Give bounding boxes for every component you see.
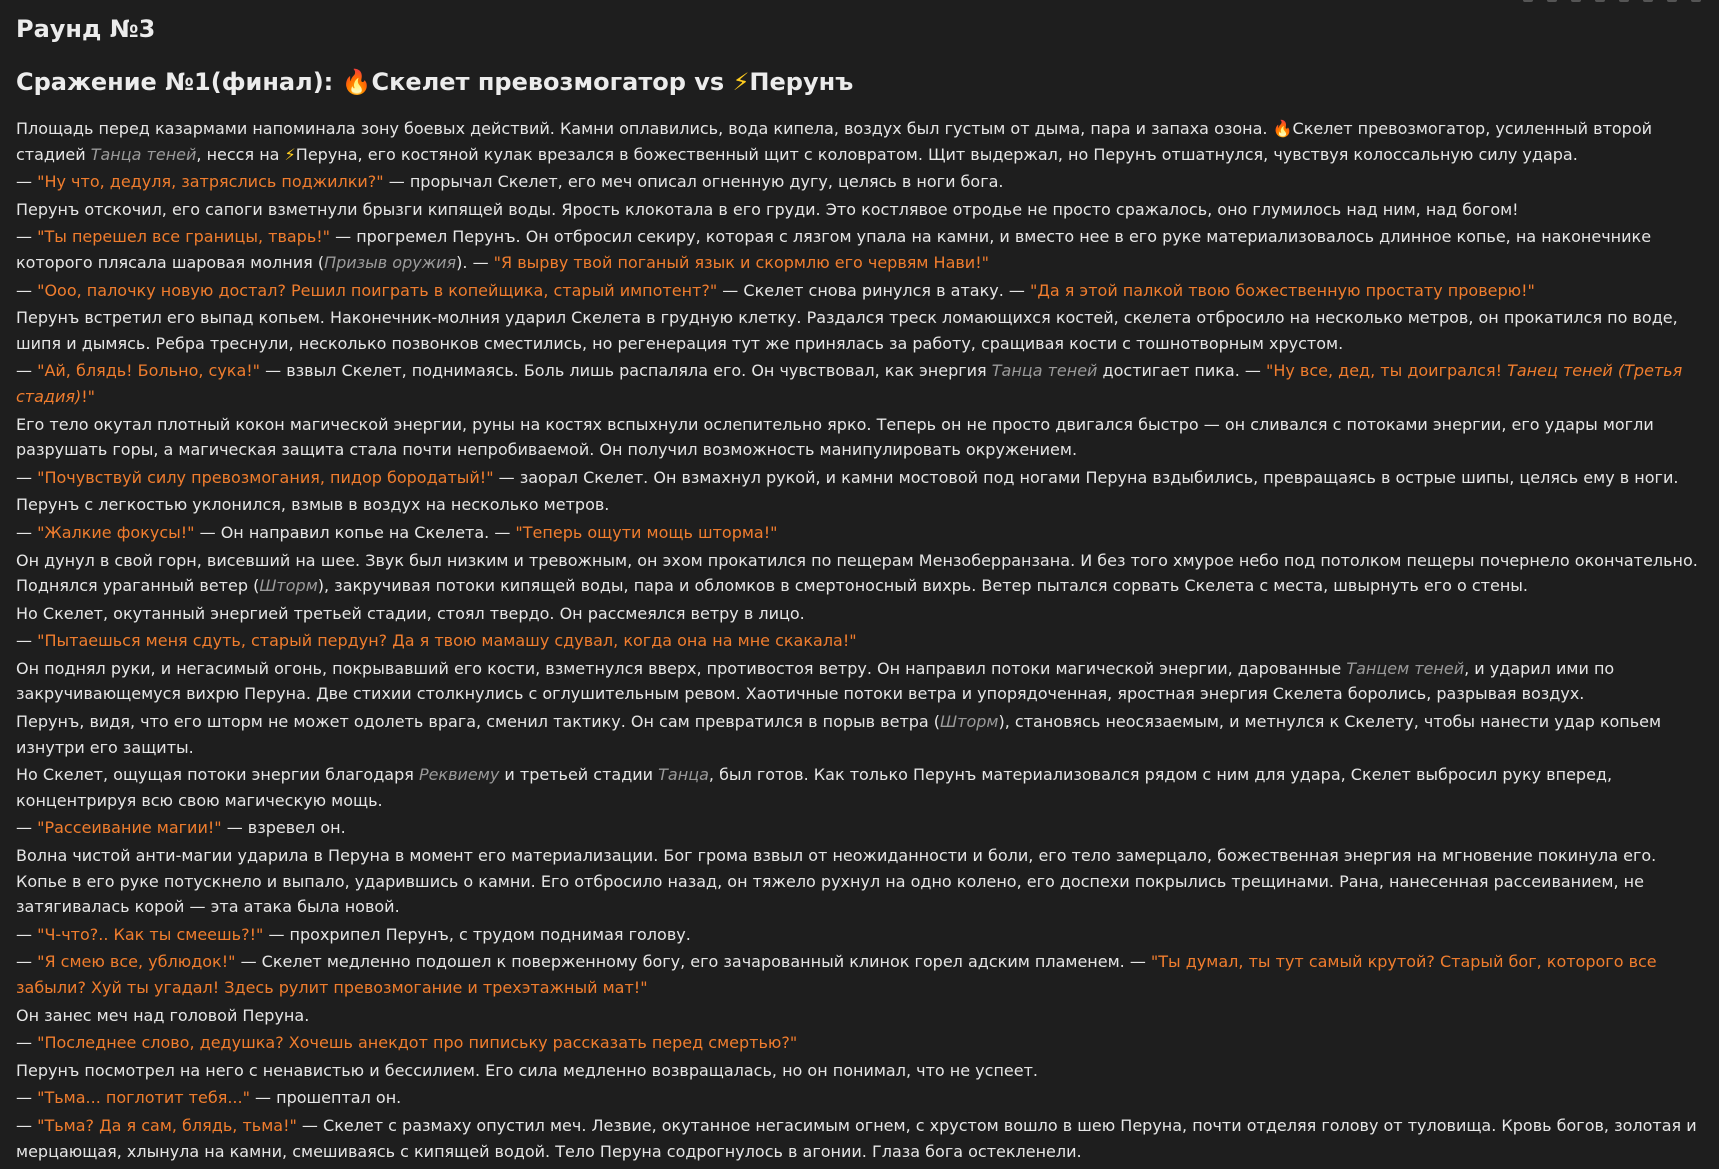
narration-text: — [16, 172, 38, 192]
story-paragraph [16, 843, 1706, 920]
story-paragraph [16, 762, 1706, 813]
narration-text: — взвыл Скелет, поднимаясь. Боль лишь распаляла его. Он чувствовал, как энергия [260, 361, 992, 381]
narration-text: Но Скелет, ощущая потоки энергии благодаря [16, 765, 419, 785]
emphasis-term: Шторм [259, 576, 318, 596]
battle-title [16, 66, 1706, 98]
dialogue-quote: "Да я этой палкой твою божественную простату проверю!" [1029, 280, 1535, 300]
story-paragraph [16, 628, 1706, 654]
dialogue-quote: "Ну все, дед, ты доигрался! [1265, 361, 1508, 381]
dialogue-quote: "Рассеивание магии!" [37, 818, 222, 838]
toolbar-icon[interactable] [1691, 0, 1701, 2]
toolbar-icon[interactable] [1595, 0, 1605, 2]
narration-text: — Он направил копье на Скелета. — [194, 522, 516, 542]
story-paragraph [16, 949, 1706, 1000]
story-paragraph [16, 412, 1706, 463]
emphasis-term: Танцем теней [1346, 658, 1465, 678]
narration-text: Перунъ посмотрел на него с ненавистью и бессилием. Его сила медленно возвращалась, но он понимал, что не успеет. [16, 1060, 1038, 1080]
toolbar-icon[interactable] [1619, 0, 1629, 2]
narration-text: — прохрипел Перунъ, с трудом поднимая голову. [263, 924, 691, 944]
narration-text: — [16, 924, 38, 944]
story-text [16, 116, 1706, 1164]
narration-text: Скелет превозмогатор, усиленный второй стадией [16, 119, 1653, 164]
story-paragraph [16, 922, 1706, 948]
emphasis-quote: Танец теней (Третья стадия) [16, 361, 1683, 406]
story-paragraph [16, 1085, 1706, 1111]
narration-text: и третьей стадии [499, 765, 659, 785]
fighter1-name: Скелет превозмогатор [371, 68, 686, 96]
document-body [16, 14, 1706, 1166]
emphasis-term: Реквиему [418, 765, 500, 785]
narration-text: — [16, 361, 38, 381]
narration-text: — прогремел Перунъ. Он отбросил секиру, которая с лязгом упала на камни, и вместо нее в его руке материализовалось длинное копье, на наконечнике которого плясала шаровая молния ( [16, 227, 1652, 272]
story-paragraph [16, 305, 1706, 356]
narration-text: — [16, 522, 38, 542]
fire-emoji-icon: 🔥 [341, 68, 372, 96]
story-paragraph [16, 1113, 1706, 1164]
dialogue-quote: "Пытаешься меня сдуть, старый пердун? Да я твою мамашу сдувал, когда она на мне скакала!" [37, 631, 857, 651]
round-title: Раунд №3 [16, 15, 156, 43]
narration-text: Его тело окутал плотный кокон магической энергии, руны на костях вспыхнули ослепительно ярко. Теперь он не просто двигался быстро — он сливался с потоками энергии, его удары могли разрушать горы, а магическая защита стала почти непробиваемой. Он получил возможность манипулировать окружением. [16, 414, 1654, 460]
toolbar-icon[interactable] [1643, 0, 1653, 2]
dialogue-quote: "Ай, блядь! Больно, сука!" [37, 361, 261, 381]
story-paragraph [16, 815, 1706, 841]
story-paragraph [16, 548, 1706, 599]
narration-text: достигает пика. — [1097, 361, 1266, 381]
dialogue-quote: "Ну что, дедуля, затряслись поджилки?" [37, 172, 384, 192]
dialogue-quote: "Теперь ощути мощь шторма!" [515, 522, 778, 542]
dialogue-quote: "Тьма... поглотит тебя..." [37, 1088, 250, 1108]
narration-text: Перунъ отскочил, его сапоги взметнули брызги кипящей воды. Ярость клокотала в его груди. Это костлявое отродье не просто сражалось, оно глумилось над ним, над богом! [16, 199, 1519, 219]
narration-text: — Скелет медленно подошел к поверженному богу, его зачарованный клинок горел адским пламенем. — [235, 952, 1151, 972]
narration-text: Но Скелет, окутанный энергией третьей стадии, стоял твердо. Он рассмеялся ветру в лицо. [16, 603, 805, 623]
dialogue-quote: "Почувствуй силу превозмогания, пидор бородатый!" [37, 467, 494, 487]
toolbar-icon[interactable] [1667, 0, 1677, 2]
narration-text: Волна чистой анти-магии ударила в Перуна в момент его материализации. Бог грома взвыл от неожиданности и боли, его тело замерцало, божественная энергия на мгновение покинула его. Копье в его руке потускнело и выпало, ударившись о камни. Его отбросило назад, он тяжело рухнул на одно колено, его доспехи покрылись трещинами. Рана, нанесенная рассеиванием, не затягивалась корой — эта атака была новой. [16, 846, 1657, 917]
lightning-emoji-icon: ⚡ [284, 144, 296, 164]
story-paragraph [16, 278, 1706, 304]
narration-text: Площадь перед казармами напоминала зону боевых действий. Камни оплавились, вода кипела, воздух был густым от дыма, пара и запаха озона. [16, 119, 1273, 138]
narration-text: , был готов. Как только Перунъ материализовался рядом с ним для удара, Скелет выбросил руку вперед, концентрируя всю свою магическую мощь. [16, 765, 1613, 810]
narration-text: — [16, 818, 38, 838]
narration-text: Перунъ с легкостью уклонился, взмыв в воздух на несколько метров. [16, 495, 610, 515]
story-paragraph [16, 197, 1706, 223]
narration-text: Перунъ, видя, что его шторм не может одолеть врага, сменил тактику. Он сам превратился в порыв ветра ( [16, 712, 941, 732]
narration-text: , и ударил ими по закручивающемуся вихрю Перуна. Две стихии столкнулись с оглушительным ревом. Хаотичные потоки ветра и упорядоченная, яростная энергия Скелета боролись, разрывая воздух. [16, 658, 1615, 704]
narration-text: — [16, 952, 38, 972]
narration-text: — [16, 280, 38, 300]
narration-text: ), закручивая потоки кипящей воды, пара и обломков в смертоносный вихрь. Ветер пытался сорвать Скелета с места, швырнуть его о стены. [317, 576, 1529, 596]
story-paragraph [16, 492, 1706, 518]
emphasis-term: Танца теней [90, 144, 197, 164]
top-bar [0, 0, 1719, 6]
dialogue-quote: "Последнее слово, дедушка? Хочешь анекдот про пипиську рассказать перед смертью?" [37, 1033, 798, 1053]
story-paragraph [16, 1058, 1706, 1084]
story-paragraph [16, 709, 1706, 760]
dialogue-quote: "Тьма? Да я сам, блядь, тьма!" [37, 1115, 297, 1135]
narration-text: — [16, 1088, 38, 1108]
dialogue-quote: "Я смею все, ублюдок!" [37, 952, 236, 972]
narration-text: — прорычал Скелет, его меч описал огненную дугу, целясь в ноги бога. [383, 172, 1004, 192]
dialogue-quote: "Ты перешел все границы, тварь!" [37, 227, 331, 247]
narration-text: , несся на [196, 144, 285, 164]
narration-text: — заорал Скелет. Он взмахнул рукой, и камни мостовой под ногами Перуна вздыбились, превращаясь в острые шипы, целясь ему в ноги. [493, 467, 1679, 487]
toolbar-icon[interactable] [1523, 0, 1533, 2]
story-paragraph [16, 1003, 1706, 1029]
emphasis-term: Призыв оружия [324, 252, 457, 272]
emphasis-term: Шторм [940, 712, 999, 732]
story-paragraph [16, 520, 1706, 546]
story-paragraph [16, 1030, 1706, 1056]
emphasis-term: Танца теней [991, 361, 1098, 381]
story-paragraph [16, 224, 1706, 275]
story-paragraph [16, 601, 1706, 627]
lightning-emoji-icon: ⚡ [732, 68, 750, 96]
toolbar-icon[interactable] [1547, 0, 1557, 2]
fighter2-name: Перунъ [749, 68, 854, 96]
narration-text: — [16, 227, 38, 247]
dialogue-quote: "Жалкие фокусы!" [37, 522, 195, 542]
dialogue-quote: "Ты думал, ты тут самый крутой? Старый бог, которого все забыли? Хуй ты угадал! Здесь рулит превозмогание и трехэтажный мат!" [16, 952, 1657, 997]
narration-text: Перунъ встретил его выпад копьем. Наконечник-молния ударил Скелета в грудную клетку. Раздался треск ломающихся костей, скелета отбросило на несколько метров, он прокатился по воде, шипя и дымясь. Ребра треснули, несколько позвонков сместились, но регенерация тут же принялась за работу, сращивая кости с тошнотворным хрустом. [16, 308, 1678, 353]
narration-text: — прошептал он. [249, 1088, 402, 1108]
story-paragraph [16, 358, 1706, 409]
battle-title-prefix: Сражение №1(финал): [16, 68, 342, 96]
narration-text: Он поднял руки, и негасимый огонь, покрывавший его кости, взметнулся вверх, противостоя ветру. Он направил потоки магической энергии, дарованные [16, 658, 1347, 678]
narration-text: Перуна, его костяной кулак врезался в божественный щит с коловратом. Щит выдержал, но Перунъ отшатнулся, чувствуя колоссальную силу удара. [295, 144, 1578, 164]
dialogue-quote: "Я вырву твой поганый язык и скормлю его червям Нави!" [493, 252, 989, 272]
narration-text: Он занес меч над головой Перуна. [16, 1005, 310, 1025]
narration-text: — [16, 1115, 38, 1135]
story-paragraph [16, 656, 1706, 707]
vs-label: vs [685, 68, 733, 96]
dialogue-quote: !" [81, 386, 96, 406]
story-paragraph [16, 116, 1706, 167]
story-paragraph [16, 465, 1706, 491]
narration-text: Он дунул в свой горн, висевший на шее. Звук был низким и тревожным, он эхом прокатился по пещерам Мензоберранзана. И без того хмурое небо под потолком пещеры почернело окончательно. Поднялся ураганный ветер ( [16, 550, 1698, 596]
narration-text: — взревел он. [221, 818, 346, 838]
emphasis-term: Танца [658, 765, 709, 785]
narration-text: — [16, 467, 38, 487]
narration-text: — Скелет с размаху опустил меч. Лезвие, окутанное негасимым огнем, с хрустом вошло в шею Перуна, почти отделяя голову от туловища. Кровь богов, золотая и мерцающая, хлынула на камни, смешиваясь с кипящей водой. Тело Перуна содрогнулось в агонии. Глаза бога остекленели. [16, 1115, 1697, 1161]
narration-text: — [16, 631, 38, 651]
dialogue-quote: "Ооо, палочку новую достал? Решил поиграть в копейщика, старый импотент?" [37, 280, 718, 300]
fire-emoji-icon: 🔥 [1272, 119, 1293, 138]
narration-text: — Скелет снова ринулся в атаку. — [717, 280, 1030, 300]
narration-text: ), становясь неосязаемым, и метнулся к Скелету, чтобы нанести удар копьем изнутри его защиты. [16, 712, 1662, 757]
narration-text: — [16, 1033, 38, 1053]
narration-text: ). — [456, 252, 494, 272]
toolbar-icon[interactable] [1571, 0, 1581, 2]
story-paragraph [16, 169, 1706, 195]
dialogue-quote: "Ч-что?.. Как ты смеешь?!" [37, 924, 264, 944]
toolbar-icons [1523, 0, 1701, 2]
